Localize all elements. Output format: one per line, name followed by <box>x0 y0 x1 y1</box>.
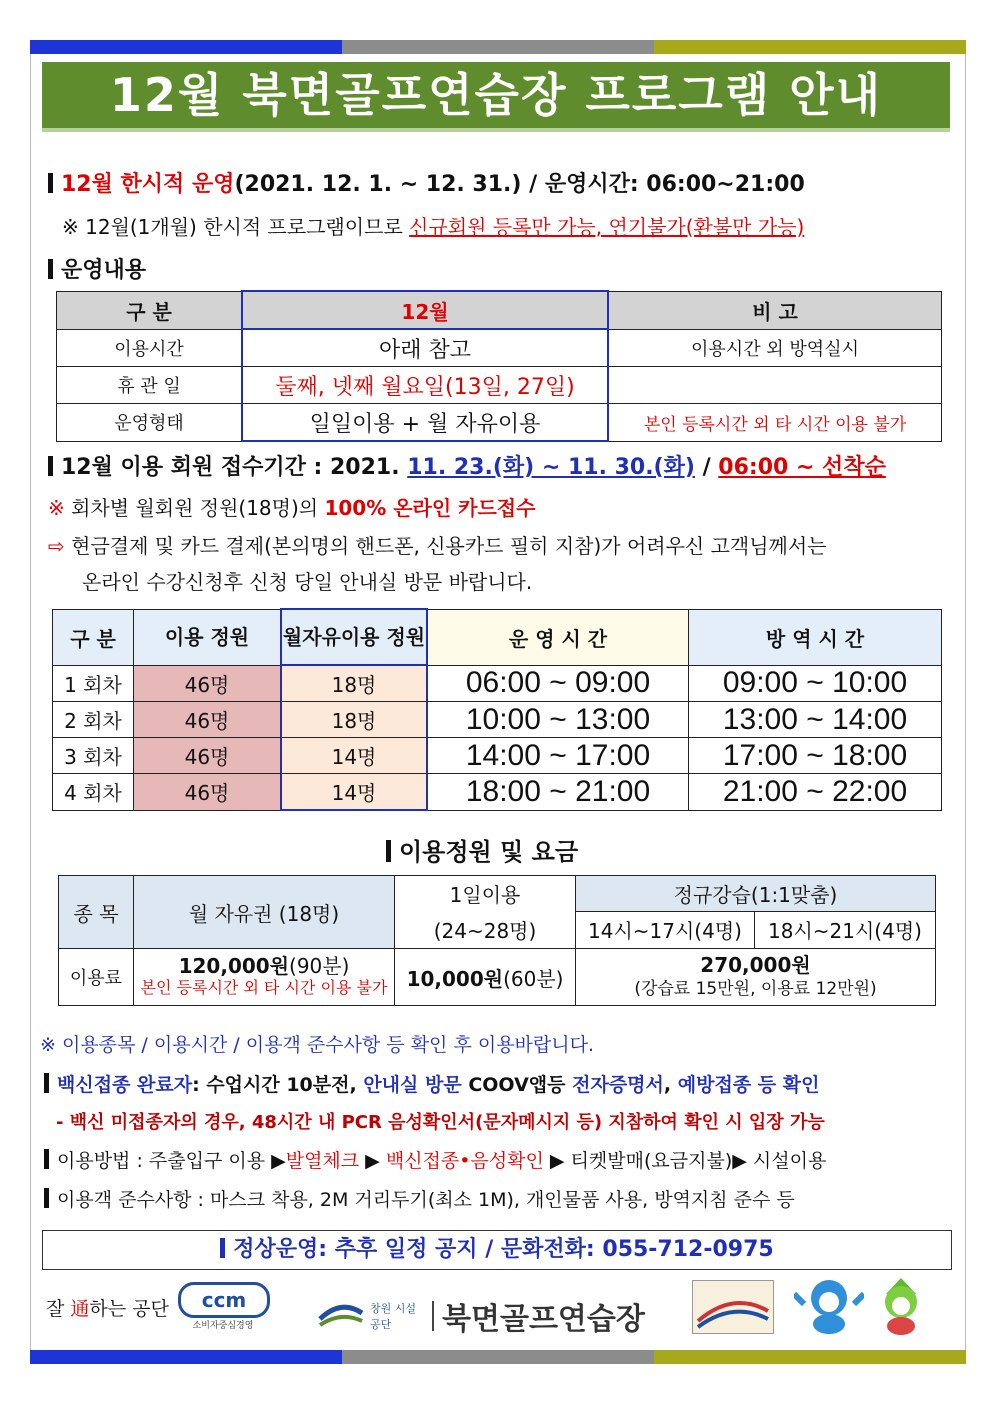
table-row <box>53 665 942 702</box>
mascot-green-icon <box>866 1274 936 1340</box>
session-disinfect-time: 13:00 ~ 14:00 <box>689 702 942 738</box>
fee-header-lesson-a: 14시~17시(4명) <box>576 911 755 948</box>
session-name: 4 회차 <box>53 774 134 811</box>
table-row <box>53 774 942 811</box>
session-header-op-time: 운 영 시 간 <box>427 609 689 665</box>
ops-row-value: 일일이용 + 월 자유이용 <box>242 404 608 442</box>
page-title: 12월 북면골프연습장 프로그램 안내 <box>42 62 950 132</box>
session-header-capacity: 이용 정원 <box>134 609 282 665</box>
session-op-time: 10:00 ~ 13:00 <box>427 702 689 738</box>
session-free: 18명 <box>281 702 427 738</box>
session-disinfect-time: 21:00 ~ 22:00 <box>689 774 942 811</box>
session-header-disinfect-time: 방 역 시 간 <box>689 609 942 665</box>
facility-logo: 창원 시설공단 북면골프연습장 <box>316 1294 645 1338</box>
session-free: 14명 <box>281 774 427 811</box>
fee-section-title: 이용정원 및 요금 <box>386 832 578 867</box>
online-card-note: ※ 회차별 월회원 정원(18명)의 100% 온라인 카드접수 <box>48 496 536 520</box>
session-capacity: 46명 <box>134 702 282 738</box>
fee-header-daily: 1일이용 <box>395 876 576 912</box>
rules-note: ※ 이용종목 / 이용시간 / 이용객 준수사항 등 확인 후 이용바랍니다. <box>40 1034 595 1056</box>
guest-rules: 이용객 준수사항 : 마스크 착용, 2M 거리두기(최소 1M), 개인물품 사용, 방역지침 준수 등 <box>44 1185 795 1212</box>
ops-row-value: 아래 참고 <box>242 329 608 367</box>
top-color-bar <box>30 40 966 54</box>
session-op-time: 06:00 ~ 09:00 <box>427 665 689 702</box>
reception-period: 12월 이용 회원 접수기간 : 2021. 11. 23.(화) ~ 11. 30.(화) / 06:00 ~ 선착순 <box>48 450 886 481</box>
session-disinfect-time: 09:00 ~ 10:00 <box>689 665 942 702</box>
session-disinfect-time: 17:00 ~ 18:00 <box>689 738 942 774</box>
table-row <box>53 738 942 774</box>
session-free: 14명 <box>281 738 427 774</box>
session-op-time: 18:00 ~ 21:00 <box>427 774 689 811</box>
session-name: 1 회차 <box>53 665 134 702</box>
session-capacity: 46명 <box>134 738 282 774</box>
session-name: 2 회차 <box>53 702 134 738</box>
ops-header-december: 12월 <box>242 291 608 329</box>
temporary-program-note: ※ 12월(1개월) 한시적 프로그램이므로 신규회원 등록만 가능, 연기불가(환불만 가능) <box>62 215 805 239</box>
ops-header-remarks: 비 고 <box>608 291 942 329</box>
fee-header-lesson-b: 18시~21시(4명) <box>755 911 936 948</box>
ops-row-note: 이용시간 외 방역실시 <box>608 329 942 367</box>
session-capacity: 46명 <box>134 665 282 702</box>
slogan: 잘 通하는 공단 <box>46 1298 169 1320</box>
section-operations: 운영내용 <box>48 253 146 284</box>
session-table <box>52 608 942 811</box>
org-logo-icon <box>316 1299 366 1333</box>
session-name: 3 회차 <box>53 738 134 774</box>
ops-row-label: 휴 관 일 <box>57 367 243 404</box>
fee-header-daily-capacity: (24~28명) <box>395 911 576 948</box>
cash-payment-note: ⇨ 현금결제 및 카드 결제(본의명의 핸드폰, 신용카드 필히 지참)가 어려우신 고객님께서는 <box>48 534 827 558</box>
session-free: 18명 <box>281 665 427 702</box>
fee-lesson-cell: 270,000원 (강습료 15만원, 이용료 12만원) <box>576 949 936 1006</box>
unvaccinated-rules: - 백신 미접종자의 경우, 48시간 내 PCR 음성확인서(문자메시지 등) 지참하여 확인 시 입장 가능 <box>56 1112 825 1133</box>
session-op-time: 14:00 ~ 17:00 <box>427 738 689 774</box>
vaccinated-rules: 백신접종 완료자: 수업시간 10분전, 안내실 방문 COOV앱등 전자증명서, 예방접종 등 확인 <box>44 1070 819 1097</box>
left-border <box>30 54 31 1350</box>
ops-row-value: 둘째, 넷째 월요일(13일, 27일) <box>242 367 608 404</box>
ops-row-label: 운영형태 <box>57 404 243 442</box>
table-row <box>53 702 942 738</box>
mascot-blue-icon <box>794 1274 864 1340</box>
usage-method: 이용방법 : 주출입구 이용 ▶발열체크 ▶ 백신접종•음성확인 ▶ 티켓발매(요금지불)▶ 시설이용 <box>44 1146 826 1173</box>
fee-header-lesson: 정규강습(1:1맞춤) <box>576 876 936 912</box>
session-header-category: 구 분 <box>53 609 134 665</box>
fee-monthly-cell: 120,000원(90분) 본인 등록시간 외 타 시간 이용 불가 <box>134 949 395 1006</box>
session-capacity: 46명 <box>134 774 282 811</box>
fee-row-label: 이용료 <box>59 949 134 1006</box>
fee-header-monthly: 월 자유권 (18명) <box>134 876 395 949</box>
session-header-free-capacity: 월자유이용 정원 <box>281 609 427 665</box>
cash-payment-note-2: 온라인 수강신청후 신청 당일 안내실 방문 바랍니다. <box>82 570 533 594</box>
ccm-logo: ccm 소비자중심경영 <box>178 1282 268 1330</box>
fee-table <box>58 875 936 1006</box>
notice-box: 정상운영: 추후 일정 공지 / 문화전화: 055-712-0975 <box>42 1230 952 1270</box>
operations-table <box>56 290 942 442</box>
bottom-color-bar <box>30 1350 966 1364</box>
ops-header-category: 구 분 <box>57 291 243 329</box>
fee-header-item: 종 목 <box>59 876 134 949</box>
certification-mark-icon <box>692 1280 774 1334</box>
ops-row-note <box>608 367 942 404</box>
ops-row-note: 본인 등록시간 외 타 시간 이용 불가 <box>608 404 942 442</box>
fee-daily-cell: 10,000원(60분) <box>395 949 576 1006</box>
ops-row-label: 이용시간 <box>57 329 243 367</box>
operation-period: 12월 한시적 운영(2021. 12. 1. ~ 12. 31.) / 운영시간: 06:00~21:00 <box>48 167 805 198</box>
right-border <box>965 54 966 1350</box>
